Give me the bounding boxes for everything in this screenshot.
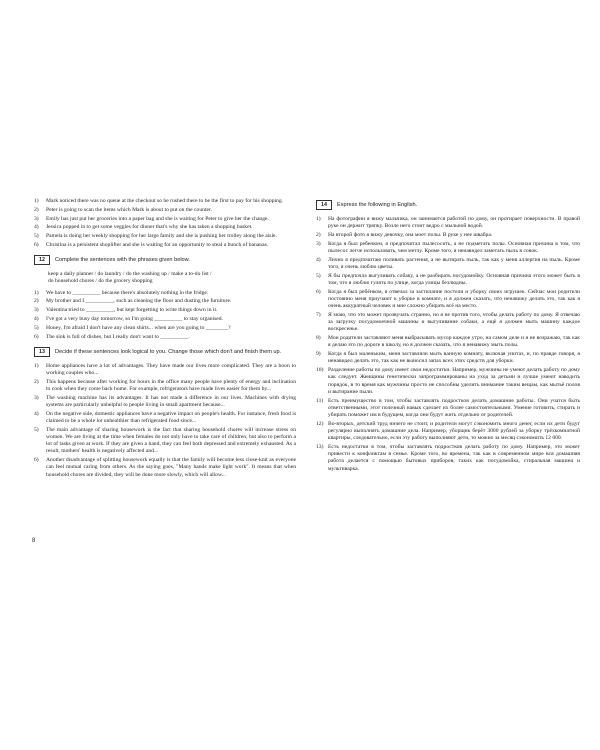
item-text: Когда я был ребёнком, я отвечал за застилание постели и уборку своих игрушек. Сейчас мои родители постоянно меня приучают к уборке в комнате, и я должен сказать, что ненавижу делать это, так как я очень аккуратный человек и мне сложно убирать всё на место. <box>328 288 580 310</box>
task-title: Complete the sentences with the phrases given below. <box>55 257 190 264</box>
item-text: Another disadvantage of splitting housework equally is that the family will become less close-knit as everyone can feel mutual caring from others. As the saying goes, "Many hands make light work". It means that when household chores are divided, they will be done more slowly, which will allow... <box>46 457 296 478</box>
item-text: Мои родители заставляют меня выбрасывать мусор каждое утро, на самом деле и я не возражаю, так как я делаю это по дороге в школу, но я должен сказать, что я ненавижу мыть полы. <box>328 335 580 349</box>
list-item <box>34 198 296 205</box>
list-item <box>34 307 296 314</box>
left-column <box>34 198 296 480</box>
item-text: Разделение работы по дому имеет свои недостатки. Например, мужчины не умеют делать работу по дому как следует. Женщины генетически запрограммированы на уход за детьми и лучше умеют наводить порядок, в то время как мужчины просто не способны уделить внимание таким вещам, как мытьё полов и вытирание пыли. <box>328 367 580 395</box>
item-number: 4) <box>34 224 39 231</box>
item-text: Есть преимущество в том, чтобы заставлять подростков делать домашние работы. Они учатся быть ответственными, этот полезный навык сделает их более самостоятельными. Умение готовить, стирать и убирать поможет им в будущем, когда они будут жить отдельно от родителей. <box>328 397 580 419</box>
list-item <box>316 444 580 473</box>
list-item <box>316 289 580 311</box>
item-number: 6) <box>34 333 39 340</box>
item-number: 12) <box>316 420 324 427</box>
item-number: 11) <box>316 397 324 404</box>
task-number: 12 <box>34 255 50 265</box>
phrase-line: do household chores / do the grocery shopping <box>48 278 153 285</box>
item-number: 1) <box>34 289 39 296</box>
list-item <box>34 316 296 323</box>
item-number: 1) <box>34 362 39 369</box>
item-text: Когда я был ребенком, я предпочитал пылесосить, а не подметать полы. Основная причина в том, что пылесос легче использовать, чем метлу. Кроме того, я ненавидел заметать пыль в совок. <box>328 240 580 254</box>
item-number: 1) <box>34 198 39 204</box>
item-text: Christina is a persistent shoplifter and she is waiting for an opportunity to steal a bunch of bananas. <box>46 241 269 248</box>
item-text: Honey, I'm afraid I don't have any clean shirts... when are you going to ________? <box>46 324 231 331</box>
list-item <box>316 241 580 255</box>
list-item <box>316 421 580 443</box>
item-text: Jessica popped in to get some veggies for dinner that's why she has taken a shopping basket. <box>46 224 253 231</box>
list-item <box>34 457 296 479</box>
task-number: 13 <box>34 347 50 357</box>
list-item <box>316 216 580 230</box>
item-number: 3) <box>34 307 39 314</box>
list-item <box>316 367 580 396</box>
item-number: 5) <box>316 272 321 279</box>
list-item <box>316 232 580 239</box>
item-text: На фотографии я вижу мальчика, он занимается работой по дому, он протирает поверхности. В правой руке он держит тряпку. Возле него стоит ведро с мыльной водой. <box>328 216 580 230</box>
list-item <box>34 325 296 332</box>
exercise-12-list <box>34 290 296 341</box>
item-number: 4) <box>316 256 321 263</box>
item-number: 1) <box>316 216 321 222</box>
item-number: 10) <box>316 367 324 374</box>
list-item <box>316 312 580 334</box>
list-item <box>34 395 296 409</box>
list-item <box>34 363 296 377</box>
list-item <box>34 233 296 240</box>
item-number: 5) <box>34 324 39 331</box>
task-14-header <box>316 200 580 210</box>
item-text: On the negative side, domestic appliances have a negative impact on people's health. For instance, fresh food is claimed to be a whole lot unhealthier than refrigerated food since... <box>46 410 296 424</box>
item-text: Во-вторых, детский труд ничего не стоит, и родители могут сэкономить много денег, если их дети будут регулярно выполнять домашние дела. Например, уборщик берёт 3000 рублей за уборку трёхкомнатной квартиры, следовательно, если эту работу выполняют дети, то можно за месяц сэкономить 12 000. <box>328 420 580 442</box>
item-number: 5) <box>34 426 39 433</box>
item-text: Я бы предпочла выгуливать собаку, а не разбирать посудомойку. Основная причина этого может быть в том, что я люблю гулять по улице, когда улицы безлюдны. <box>328 272 580 286</box>
item-number: 3) <box>316 240 321 247</box>
item-text: На второй фото я вижу девочку, она моет полы. В руке у нее швабра. <box>328 232 493 238</box>
list-item <box>34 207 296 214</box>
item-number: 6) <box>34 457 39 464</box>
task-12-header <box>34 255 296 265</box>
list-item <box>316 335 580 349</box>
phrase-box <box>48 271 296 285</box>
item-number: 6) <box>316 288 321 295</box>
list-item <box>316 273 580 287</box>
item-text: The washing machine has its advantages. It has not made a difference in our lives. Machines with drying systems are particularly unhelpful to people living in small apartment because... <box>46 394 296 408</box>
item-number: 2) <box>34 206 39 213</box>
item-text: We have to __________ because there's absolutely nothing in the fridge. <box>46 289 209 296</box>
item-text: Emily has just put her groceries into a paper bag and she is waiting for Peter to give her the change. <box>46 215 269 222</box>
list-item <box>316 398 580 420</box>
list-item <box>34 427 296 456</box>
list-item <box>34 411 296 425</box>
item-number: 5) <box>34 233 39 240</box>
task-number: 14 <box>316 200 332 210</box>
item-number: 2) <box>34 378 39 385</box>
exercise-14-list <box>316 216 580 473</box>
list-item <box>34 379 296 393</box>
item-text: Pamela is doing her weekly shopping for her large family and she is pushing her trolley along the aisle. <box>46 233 277 240</box>
item-text: Я знаю, что это может прозвучать странно, но я не против того, чтобы делать работу по дому. Я отвечаю за загрузку посудомоечной машины и выгуливание собаки, а ещё я должен мыть машину каждое воскресенье. <box>328 312 580 333</box>
item-number: 13) <box>316 444 324 451</box>
item-text: Лично я предпочитаю поливать растения, а не вытирать пыль, так как у меня аллергия на пыль. Кроме того, я очень люблю цветы. <box>328 256 580 270</box>
item-text: I've got a very busy day tomorrow, so I'm going __________ to stay organised. <box>46 315 223 322</box>
item-text: Valentina tried to __________, but kept forgetting to write things down in it. <box>46 307 218 314</box>
item-number: 7) <box>316 312 321 318</box>
item-text: Когда я был маленьким, меня заставляли мыть ванную комнату, включая унитаз, и, по правде говоря, я ненавидел делать это, так как не выносил запах всех этих средств для уборки. <box>328 351 580 365</box>
item-text: The sink is full of dishes, but I really don't want to __________. <box>46 333 190 340</box>
item-number: 3) <box>34 215 39 222</box>
item-number: 9) <box>316 351 321 358</box>
task-title: Decide if these sentences look logical to you. Change those which don't and finish them up. <box>55 348 282 355</box>
item-text: Mark noticed there was no queue at the checkout so he rushed there to be the first to pay for his shopping. <box>46 198 284 204</box>
item-text: This happens because after working for hours in the office many people have plenty of energy and inclination to cook when they come back home. For example, refrigerators have made lives easier for them by... <box>46 378 296 392</box>
item-number: 2) <box>316 232 321 238</box>
item-number: 4) <box>34 315 39 322</box>
item-number: 3) <box>34 394 39 401</box>
item-text: Есть недостатки в том, чтобы заставлять подростков делать работу по дому. Например, это может привести к конфликтам в семье. Кроме того, во времена, так как в современном мире вся домашняя работа делается с помощью бытовых приборов, таких как посудомойка, стиральная машина и мультиварка. <box>328 444 580 472</box>
item-number: 2) <box>34 298 39 305</box>
right-column <box>316 200 580 474</box>
page-number: 8 <box>32 538 36 544</box>
task-13-header <box>34 347 296 357</box>
list-item <box>34 216 296 223</box>
item-text: Home appliances have a lot of advantages. They have made our lives more complicated. They are a boon to working couples who... <box>46 362 296 376</box>
list-item <box>34 290 296 297</box>
list-item <box>34 334 296 341</box>
exercise-13-list <box>34 363 296 479</box>
item-number: 8) <box>316 335 321 342</box>
item-number: 6) <box>34 241 39 248</box>
list-item <box>34 298 296 305</box>
phrase-line: keep a daily planner / do laundry / do the washing up / make a to-do list / <box>48 271 212 278</box>
task-title: Express the following in English. <box>337 202 418 208</box>
item-text: Peter is going to scan the items which Mark is about to put on the counter. <box>46 206 212 213</box>
item-number: 4) <box>34 410 39 417</box>
list-item <box>34 242 296 249</box>
list-item <box>316 351 580 365</box>
item-text: The main advantage of sharing housework is the fact that sharing household chores will increase stress on women. We are living at the time when females do not only have to take care of children, but also to perform a lot of tasks given at work. If they are given a hand, they can feel both depressed and extremely exhausted. As a result, mothers' health is negatively affected and... <box>46 426 296 455</box>
exercise-11-list <box>34 198 296 249</box>
item-text: My brother and I __________, such as cleaning the floor and dusting the furniture. <box>46 298 232 305</box>
list-item <box>316 257 580 271</box>
list-item <box>34 224 296 231</box>
